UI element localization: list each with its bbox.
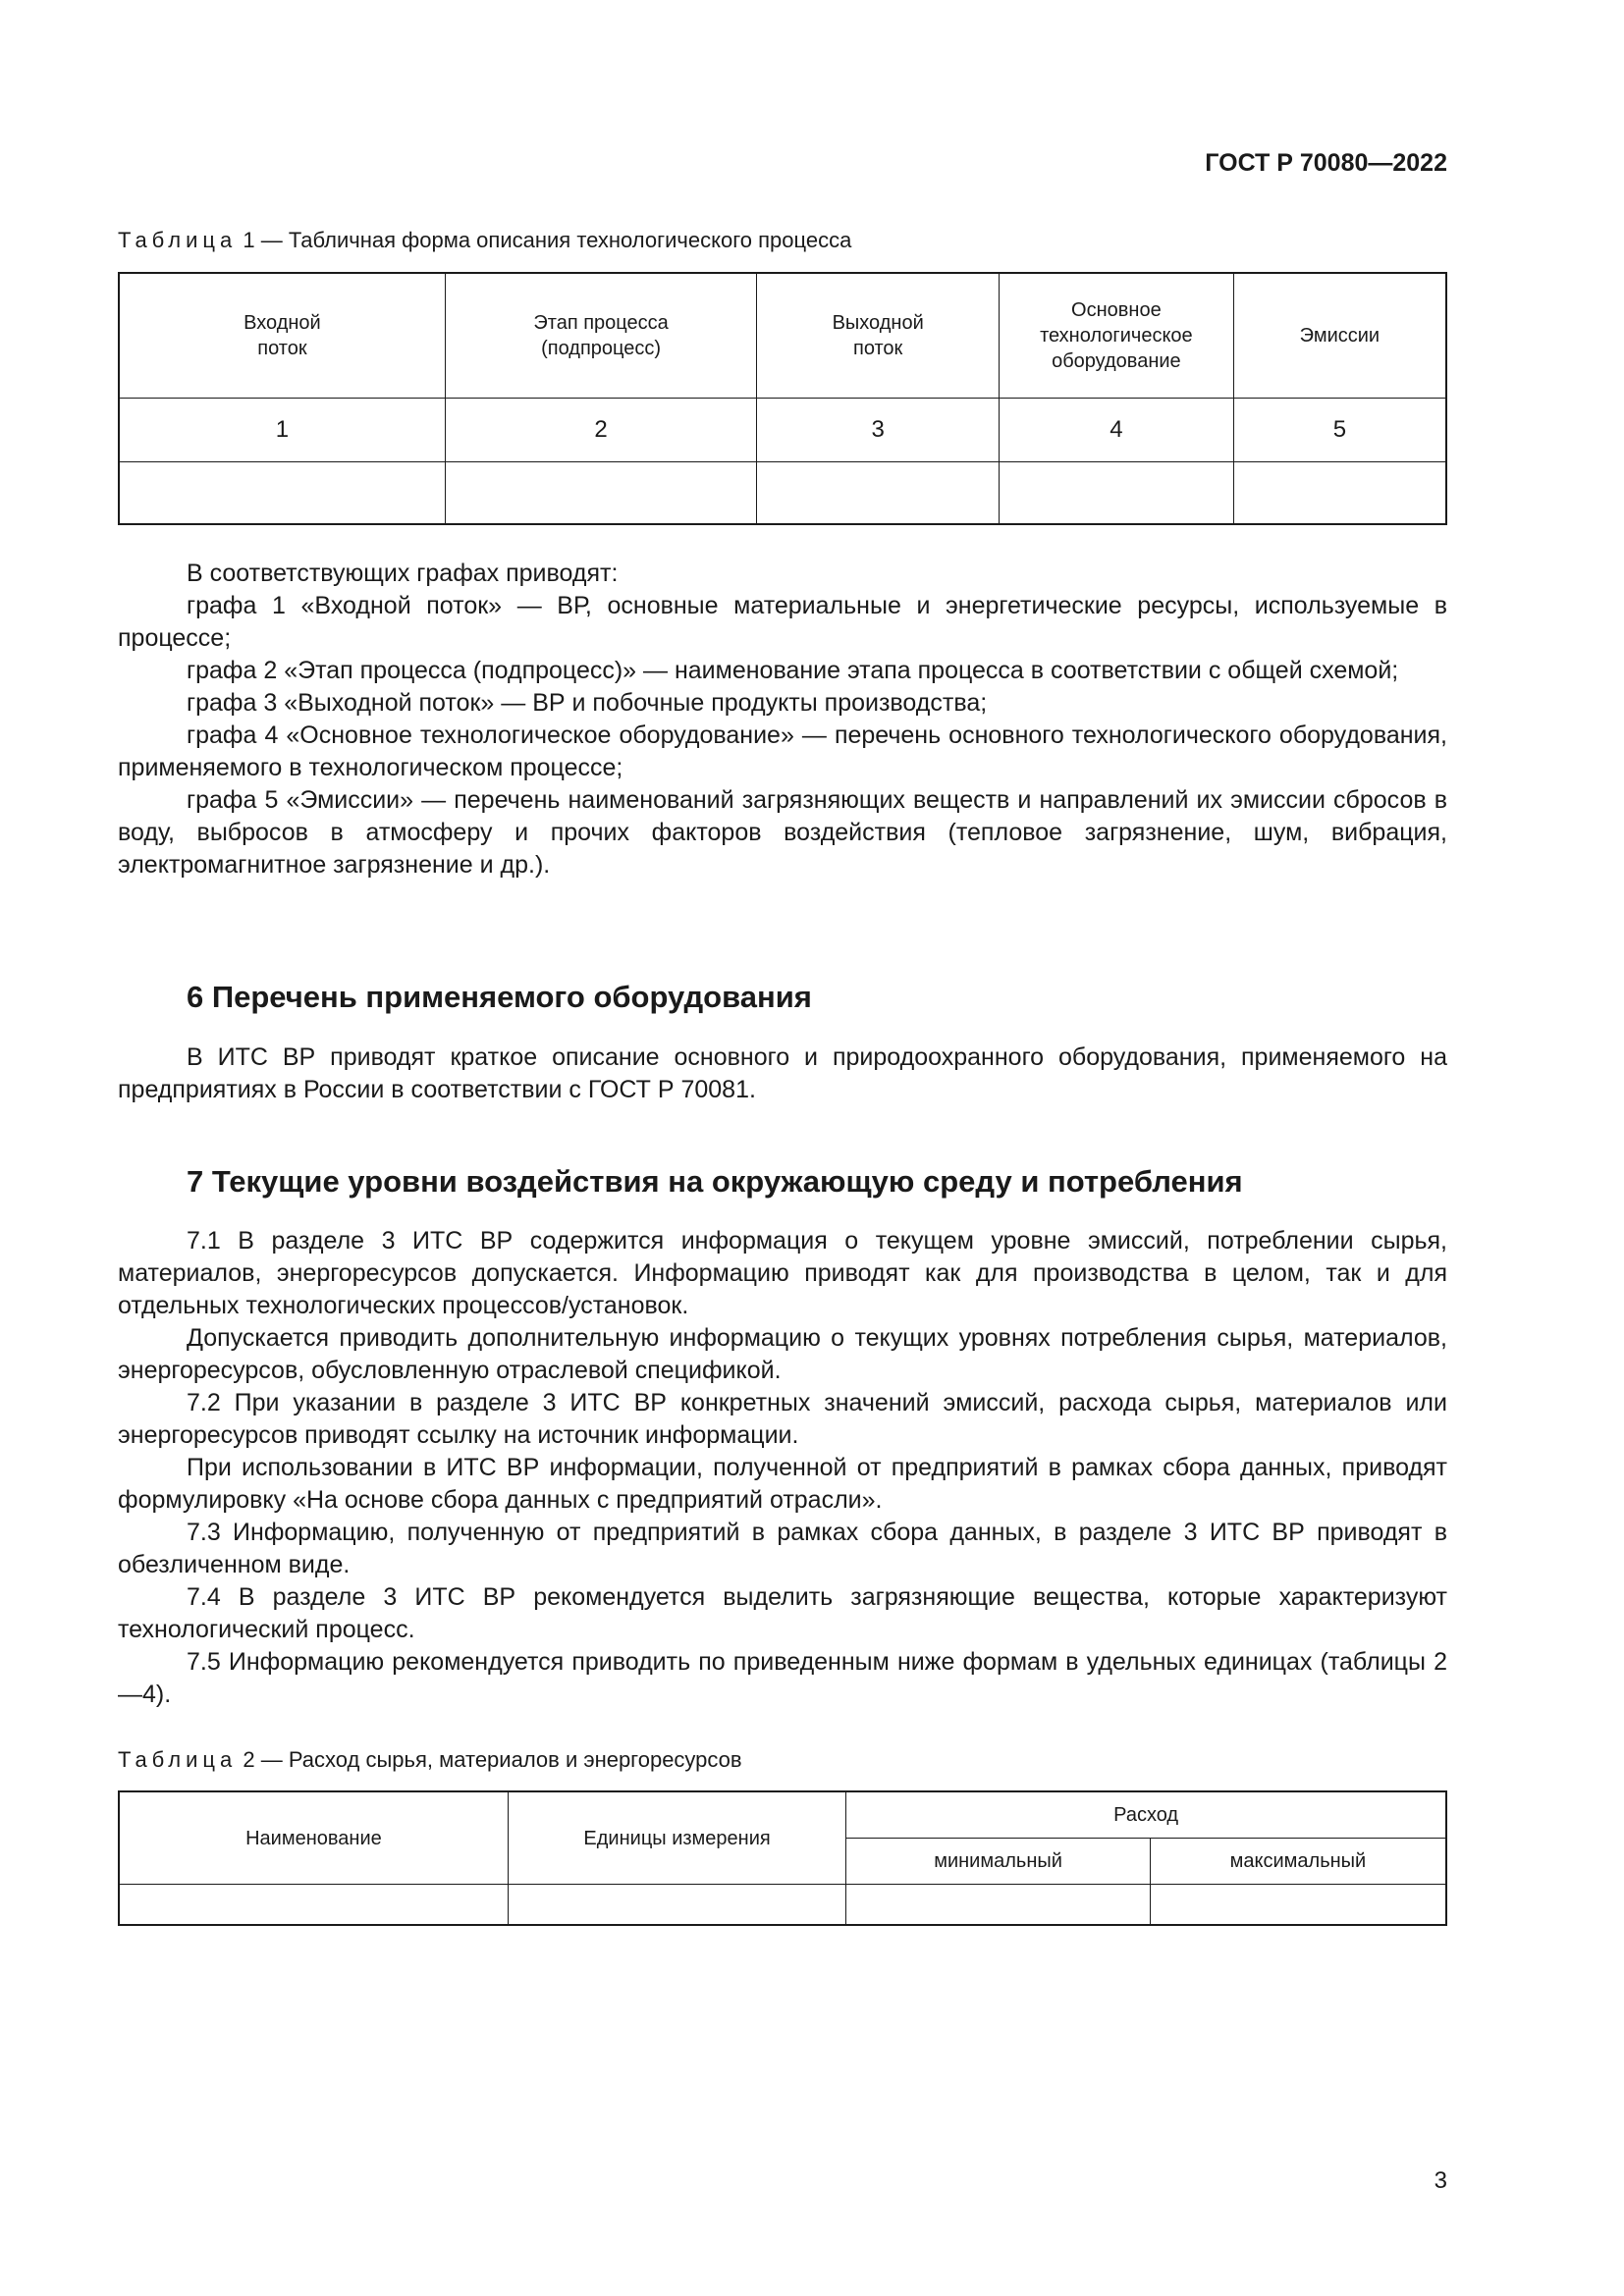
paragraph: 7.5 Информацию рекомендуется приводить по приведенным ниже формам в удельных единицах (таблицы 2—4).: [118, 1648, 1447, 1708]
table2-header-units: Единицы измерения: [508, 1791, 845, 1885]
table1-empty-cell: [1233, 462, 1446, 525]
table2-caption-prefix: Таблица: [118, 1747, 238, 1772]
table1: [118, 272, 1447, 525]
table1-header-cell: Входной поток: [119, 273, 445, 399]
table2-empty-cell: [1150, 1885, 1446, 1926]
table1-header-cell: Эмиссии: [1233, 273, 1446, 399]
paragraph: 7.4 В разделе 3 ИТС ВР рекомендуется выделить загрязняющие вещества, которые характеризуют технологический процесс.: [118, 1583, 1447, 1643]
table1-number-cell: 2: [445, 399, 757, 462]
page-number: 3: [1434, 2167, 1447, 2194]
paragraph: Допускается приводить дополнительную информацию о текущих уровнях потребления сырья, материалов, энергоресурсов, обусловленную отраслевой спецификой.: [118, 1324, 1447, 1384]
table1-empty-cell: [445, 462, 757, 525]
table2-caption: [118, 1747, 742, 1773]
table1-caption-text: 1 — Табличная форма описания технологического процесса: [237, 228, 852, 252]
section6-heading: 6 Перечень применяемого оборудования: [187, 980, 812, 1014]
table2-header-name: Наименование: [119, 1791, 508, 1885]
table1-caption: [118, 228, 851, 253]
table1-header-row: [119, 273, 1446, 399]
document-code: ГОСТ Р 70080—2022: [1205, 149, 1447, 177]
table1-empty-cell: [119, 462, 445, 525]
paragraph: графа 1 «Входной поток» — ВР, основные материальные и энергетические ресурсы, используемые в процессе;: [118, 592, 1447, 652]
table2-header-max: максимальный: [1150, 1839, 1446, 1885]
section7-heading: 7 Текущие уровни воздействия на окружающую среду и потребления: [187, 1164, 1243, 1199]
paragraph: графа 5 «Эмиссии» — перечень наименований загрязняющих веществ и направлений их эмиссии сбросов в воду, выбросов в атмосферу и прочих факторов воздействия (тепловое загрязнение, шум, вибрация, электромагнитное загрязнение и др.).: [118, 786, 1447, 879]
table2-header-consumption: Расход: [846, 1791, 1446, 1839]
paragraph: 7.1 В разделе 3 ИТС ВР содержится информация о текущем уровне эмиссий, потреблении сырья, материалов, энергоресурсов допускается. Информацию приводят как для производства в целом, так и для отдельных технологических процессов/установок.: [118, 1227, 1447, 1319]
table1-number-cell: 4: [999, 399, 1233, 462]
table1-caption-prefix: Таблица: [118, 228, 238, 252]
table1-header-cell: Этап процесса (подпроцесс): [445, 273, 757, 399]
table2-caption-text: 2 — Расход сырья, материалов и энергоресурсов: [237, 1747, 742, 1772]
paragraph: графа 2 «Этап процесса (подпроцесс)» — наименование этапа процесса в соответствии с общей схемой;: [187, 657, 1399, 684]
table1-header-cell: Выходной поток: [757, 273, 1000, 399]
table2-header-min: минимальный: [846, 1839, 1151, 1885]
section6-body: [118, 1041, 1447, 1106]
paragraph: 7.2 При указании в разделе 3 ИТС ВР конкретных значений эмиссий, расхода сырья, материалов или энергоресурсов приводят ссылку на источник информации.: [118, 1389, 1447, 1449]
paragraph: В ИТС ВР приводят краткое описание основного и природоохранного оборудования, применяемого на предприятиях в России в соответствии с ГОСТ Р 70081.: [118, 1043, 1447, 1103]
table1-empty-cell: [757, 462, 1000, 525]
table2-empty-cell: [508, 1885, 845, 1926]
table1-number-cell: 5: [1233, 399, 1446, 462]
column-descriptions: [118, 558, 1447, 881]
table2: [118, 1790, 1447, 1926]
table2-empty-row: [119, 1885, 1446, 1926]
paragraph: 7.3 Информацию, полученную от предприятий в рамках сбора данных, в разделе 3 ИТС ВР приводят в обезличенном виде.: [118, 1519, 1447, 1578]
paragraph: При использовании в ИТС ВР информации, полученной от предприятий в рамках сбора данных, приводят формулировку «На основе сбора данных с предприятий отрасли».: [118, 1454, 1447, 1514]
section7-body: [118, 1225, 1447, 1711]
table2-empty-cell: [846, 1885, 1151, 1926]
table1-number-cell: 3: [757, 399, 1000, 462]
paragraph: графа 4 «Основное технологическое оборудование» — перечень основного технологического оборудования, применяемого в технологическом процессе;: [118, 721, 1447, 781]
table2-header-row: [119, 1791, 1446, 1839]
paragraph: графа 3 «Выходной поток» — ВР и побочные продукты производства;: [187, 689, 988, 717]
table1-header-cell: Основное технологическое оборудование: [999, 273, 1233, 399]
table1-number-row: [119, 399, 1446, 462]
table1-empty-row: [119, 462, 1446, 525]
table1-number-cell: 1: [119, 399, 445, 462]
table1-empty-cell: [999, 462, 1233, 525]
table2-empty-cell: [119, 1885, 508, 1926]
paragraph: В соответствующих графах приводят:: [187, 560, 619, 587]
